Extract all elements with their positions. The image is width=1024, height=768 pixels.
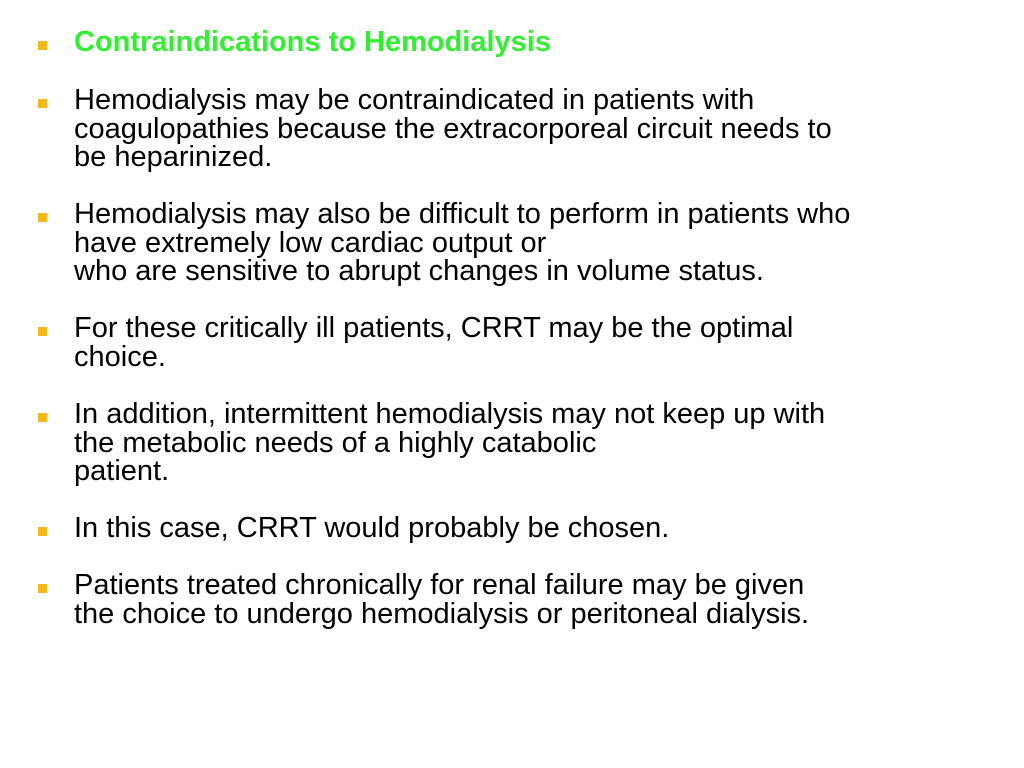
bullet-text — [74, 571, 1004, 628]
bullet-text — [74, 200, 1004, 286]
bullet-line: have extremely low cardiac output or — [74, 226, 547, 259]
bullet-line: choice. — [74, 340, 166, 373]
bullet-line: the choice to undergo hemodialysis or peritoneal dialysis. — [74, 597, 810, 630]
bullet-line: In addition, intermittent hemodialysis may not keep up with — [74, 398, 826, 430]
square-bullet-icon — [38, 327, 47, 336]
bullet-line: In this case, CRRT would probably be chosen. — [74, 512, 670, 544]
square-bullet-icon — [38, 41, 47, 50]
bullet-line: be heparinized. — [74, 141, 273, 173]
square-bullet-icon — [38, 584, 47, 593]
bullet-line: Hemodialysis may also be difficult to perform in patients who — [74, 198, 851, 230]
square-bullet-icon — [38, 413, 47, 422]
bullet-line: who are sensitive to abrupt changes in volume status. — [74, 255, 764, 287]
bullet-line: Hemodialysis may be contraindicated in patients with — [74, 84, 755, 116]
bullet-text — [74, 314, 1004, 371]
square-bullet-icon — [38, 213, 47, 222]
bullet-line: the metabolic needs of a highly catabolic — [74, 426, 597, 459]
square-bullet-icon — [38, 99, 47, 108]
bullet-text — [74, 400, 1004, 486]
bullet-line: Patients treated chronically for renal failure may be given — [74, 569, 805, 601]
square-bullet-icon — [38, 527, 47, 536]
slide-heading: Contraindications to Hemodialysis — [74, 26, 551, 58]
bullet-line: For these critically ill patients, CRRT may be the optimal — [74, 312, 794, 344]
bullet-text — [74, 86, 1004, 172]
bullet-line: patient. — [74, 455, 170, 487]
bullet-text — [74, 514, 1004, 543]
bullet-line: coagulopathies because the extracorporeal circuit needs to — [74, 112, 832, 145]
